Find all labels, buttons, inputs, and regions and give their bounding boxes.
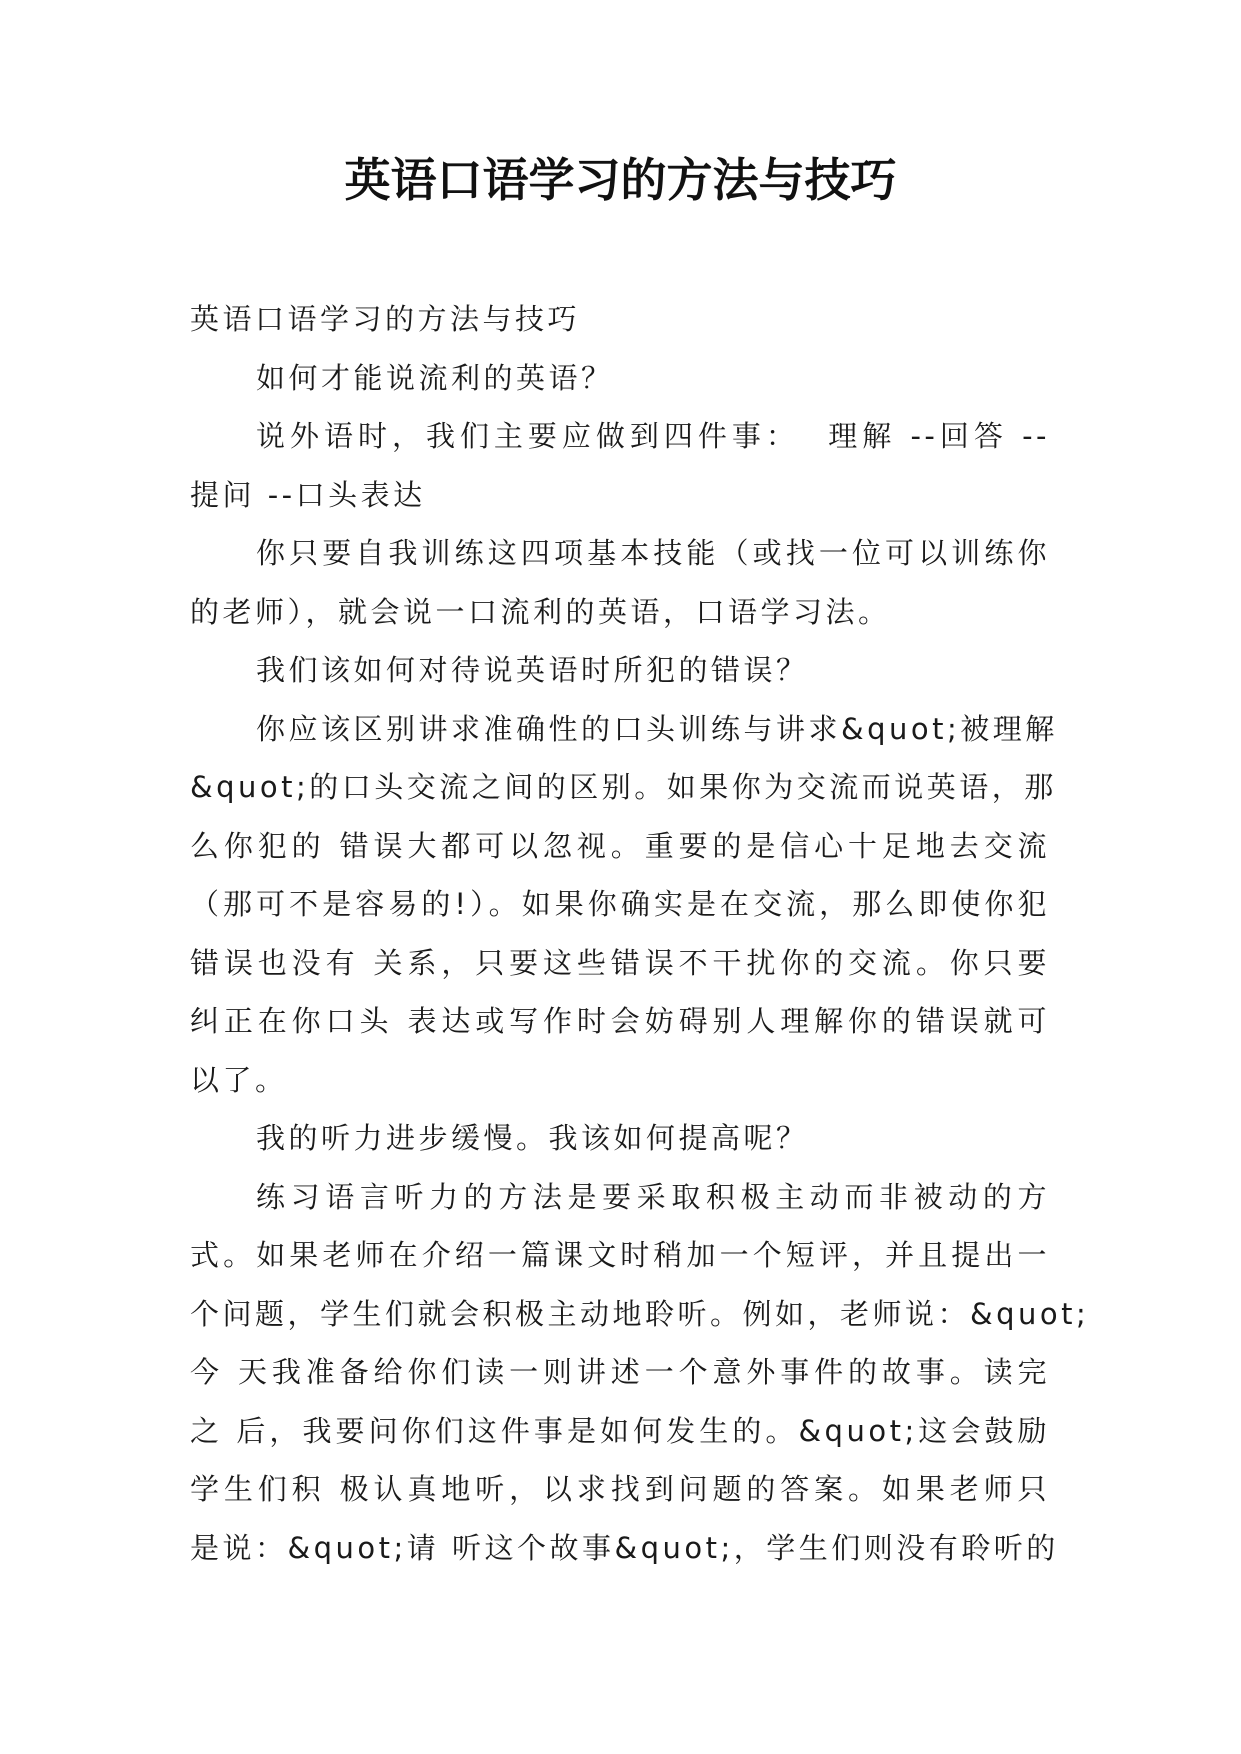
text-line: 我们该如何对待说英语时所犯的错误？ [256, 653, 809, 687]
text-line: 之 后，我要问你们这件事是如何发生的。&quot;这会鼓励 [190, 1413, 1050, 1448]
document-body [190, 290, 1090, 1577]
text-line: 你只要自我训练这四项基本技能（或找一位可以训练你 [256, 536, 1050, 570]
text-line: 说外语时，我们主要应做到四件事： 理解 --回答 -- [256, 419, 1050, 453]
text-line: 是说：&quot;请 听这个故事&quot;，学生们则没有聆听的 [190, 1530, 1059, 1565]
text-line: 今 天我准备给你们读一则讲述一个意外事件的故事。读完 [190, 1355, 1050, 1389]
text-line: 的老师），就会说一口流利的英语，口语学习法。 [190, 594, 891, 629]
text-line: 我的听力进步缓慢。我该如何提高呢？ [256, 1121, 809, 1155]
text-line: 如何才能说流利的英语？ [256, 360, 614, 395]
text-line: &quot;的口头交流之间的区别。如果你为交流而说英语，那 [190, 770, 1057, 804]
text-line: 式。如果老师在介绍一篇课文时稍加一个短评，并且提出一 [190, 1238, 1050, 1272]
text-line: 个问题，学生们就会积极主动地聆听。例如，老师说：&quot; [190, 1296, 1090, 1331]
text-line: 纠正在你口头 表达或写作时会妨碍别人理解你的错误就可 [190, 1004, 1050, 1038]
text-line: 么你犯的 错误大都可以忽视。重要的是信心十足地去交流 [190, 828, 1050, 863]
text-line: 错误也没有 关系，只要这些错误不干扰你的交流。你只要 [190, 945, 1050, 980]
text-line: 提问 --口头表达 [190, 477, 426, 512]
text-line: 学生们积 极认真地听，以求找到问题的答案。如果老师只 [190, 1472, 1050, 1506]
text-line: 你应该区别讲求准确性的口头训练与讲求&quot;被理解 [256, 711, 1058, 746]
text-line: 练习语言听力的方法是要采取积极主动而非被动的方 [256, 1179, 1050, 1214]
text-line: （那可不是容易的!）。如果你确实是在交流，那么即使你犯 [190, 887, 1050, 921]
text-line: 以了。 [190, 1062, 288, 1097]
text-line: 英语口语学习的方法与技巧 [190, 302, 581, 336]
document-title: 英语口语学习的方法与技巧 [344, 153, 897, 207]
